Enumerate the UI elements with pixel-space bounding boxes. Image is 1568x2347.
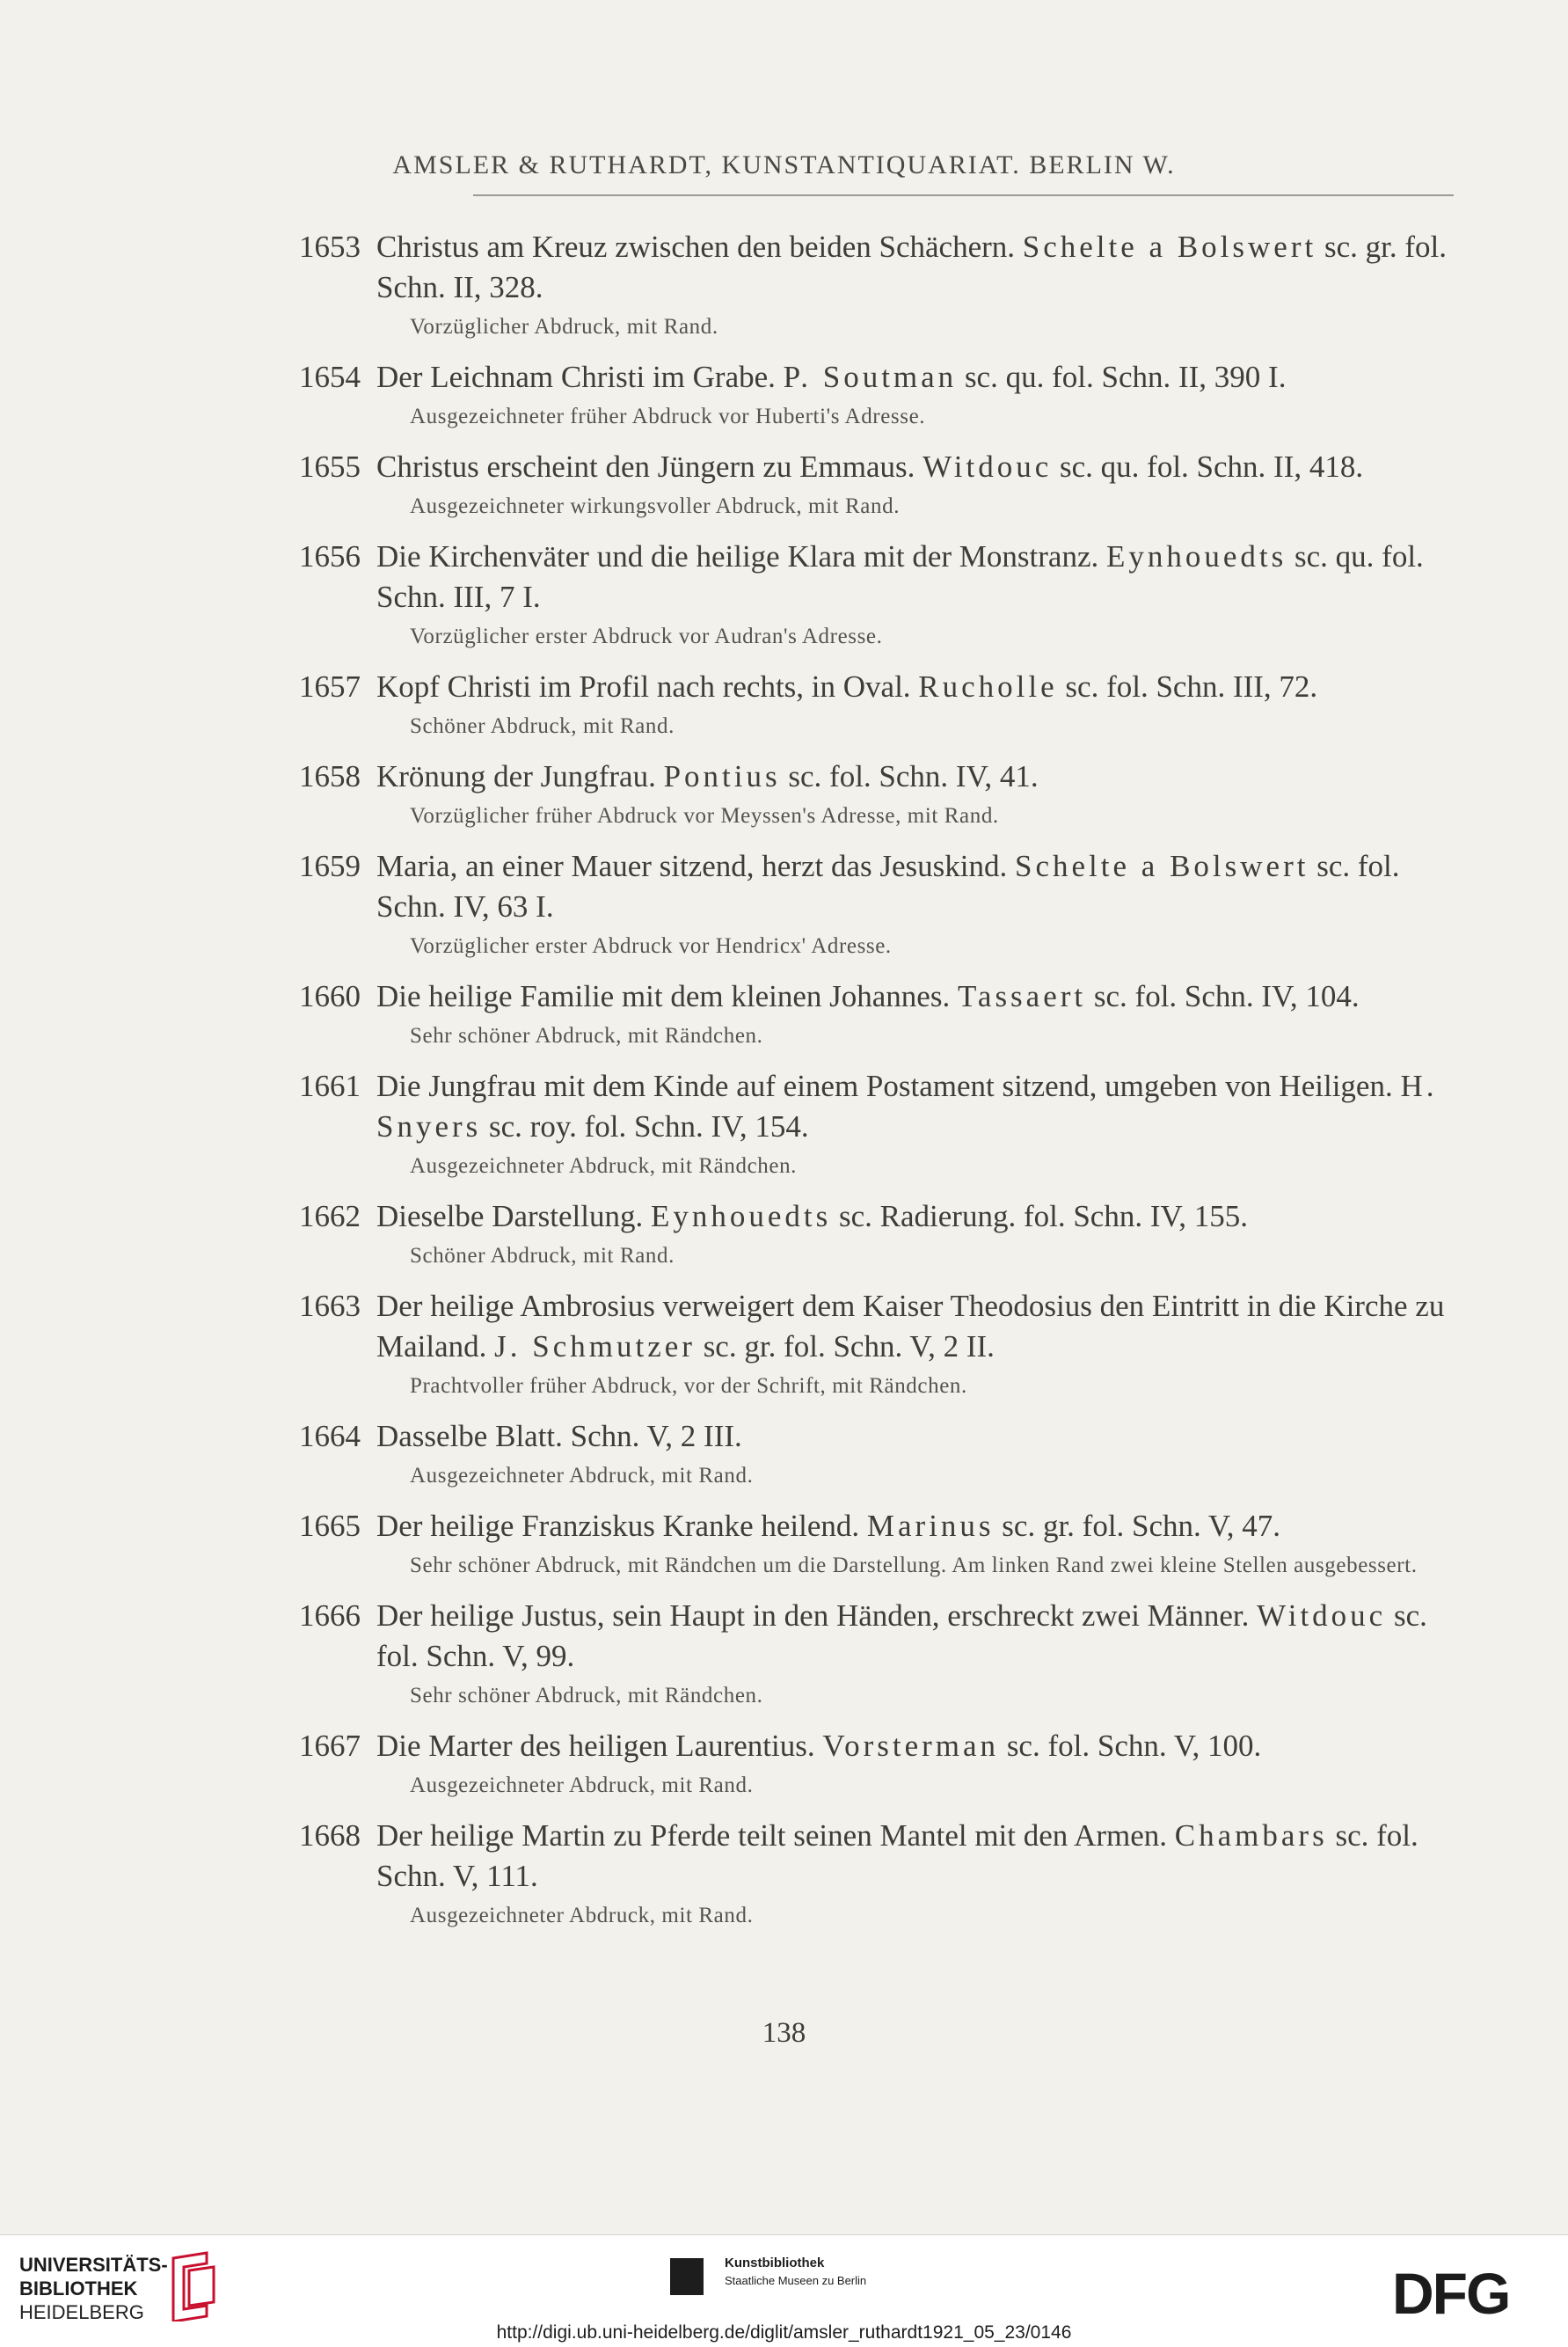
entry-description [376, 537, 1460, 618]
entry-number: 1658 [299, 759, 361, 793]
entry-description [376, 1066, 1460, 1147]
entry-title: Christus erscheint den Jüngern zu Emmaus. [376, 450, 915, 484]
catalog-entry [299, 1416, 1460, 1491]
entry-description [376, 1726, 1460, 1766]
entry-details: sc. fol. Schn. V, 99. [376, 1598, 1427, 1673]
entry-condition-note: Sehr schöner Abdruck, mit Rändchen. [410, 1024, 763, 1048]
entry-body [376, 1416, 1460, 1491]
entry-artist: P. Soutman [783, 360, 958, 394]
entry-description [376, 357, 1460, 398]
entry-condition-note: Ausgezeichneter Abdruck, mit Rand. [410, 1904, 754, 1927]
entry-number: 1655 [299, 450, 361, 484]
entry-body [376, 976, 1460, 1051]
entry-body [376, 537, 1460, 652]
entry-condition-note: Ausgezeichneter Abdruck, mit Rand. [410, 1773, 754, 1797]
entry-details: sc. fol. Schn. IV, 63 I. [376, 849, 1400, 924]
catalog-entry [299, 1506, 1460, 1581]
entry-artist: Schelte a Bolswert [1015, 849, 1309, 883]
running-head: AMSLER & RUTHARDT, KUNSTANTIQUARIAT. BERLIN W. [392, 150, 1176, 179]
entry-number: 1665 [299, 1509, 361, 1543]
page-number: 138 [762, 2017, 806, 2049]
entry-details: sc. fol. Schn. IV, 104. [1093, 979, 1360, 1013]
entry-artist: Marinus [866, 1509, 995, 1543]
catalog-entry [299, 976, 1460, 1051]
entry-description [376, 227, 1460, 308]
entry-details: sc. gr. fol. Schn. V, 2 II. [703, 1329, 995, 1364]
entry-artist: H. Snyers [376, 1069, 1438, 1144]
entry-artist: J. Schmutzer [494, 1329, 696, 1364]
entry-number: 1664 [299, 1419, 361, 1453]
entry-condition-note: Schöner Abdruck, mit Rand. [410, 1244, 675, 1268]
catalog-entry [299, 1066, 1460, 1181]
entry-title: Der heilige Justus, sein Haupt in den Händen, erschreckt zwei Männer. [376, 1598, 1250, 1633]
entry-title: Christus am Kreuz zwischen den beiden Schächern. [376, 230, 1016, 264]
entry-number: 1663 [299, 1289, 361, 1323]
entry-details: Schn. V, 2 III. [570, 1419, 742, 1453]
catalog-entry [299, 1286, 1460, 1401]
entry-condition-note: Ausgezeichneter Abdruck, mit Rand. [410, 1464, 754, 1488]
entry-number: 1659 [299, 849, 361, 883]
entry-artist: Rucholle [918, 669, 1058, 704]
entry-number: 1667 [299, 1729, 361, 1763]
dfg-logo[interactable]: DFG [1392, 2261, 1510, 2326]
catalog-entry [299, 1596, 1460, 1711]
catalog-entry [299, 227, 1460, 342]
entry-description [376, 1416, 1460, 1457]
entry-artist: Schelte a Bolswert [1022, 230, 1317, 264]
entry-number: 1656 [299, 539, 361, 574]
catalog-entry [299, 447, 1460, 522]
entry-artist: Witdouc [1257, 1598, 1387, 1633]
catalog-entry [299, 1726, 1460, 1801]
university-line-3: HEIDELBERG [19, 2301, 144, 2323]
entry-details: sc. gr. fol. Schn. V, 47. [1002, 1509, 1280, 1543]
kunstbibliothek-mark-icon [670, 2258, 704, 2295]
entry-description [376, 1196, 1460, 1237]
entry-description [376, 1506, 1460, 1546]
entry-title: Der heilige Franziskus Kranke heilend. [376, 1509, 860, 1543]
entry-title: Die Jungfrau mit dem Kinde auf einem Postament sitzend, umgeben von Heiligen. [376, 1069, 1393, 1103]
entry-title: Krönung der Jungfrau. [376, 759, 656, 793]
entry-title: Die Marter des heiligen Laurentius. [376, 1729, 815, 1763]
entry-artist: Eynhouedts [651, 1199, 832, 1233]
entry-description [376, 1596, 1460, 1677]
entry-condition-note: Vorzüglicher erster Abdruck vor Hendricx' Adresse. [410, 934, 892, 958]
entry-description [376, 1286, 1460, 1367]
entry-body [376, 1286, 1460, 1401]
entry-artist: Witdouc [923, 450, 1053, 484]
entry-body [376, 1726, 1460, 1801]
entry-condition-note: Vorzüglicher früher Abdruck vor Meyssen's Adresse, mit Rand. [410, 804, 999, 828]
catalog-entry [299, 667, 1460, 742]
university-line-2: BIBLIOTHEK [19, 2278, 138, 2299]
entry-artist: Pontius [663, 759, 781, 793]
entry-condition-note: Prachtvoller früher Abdruck, vor der Schrift, mit Rändchen. [410, 1374, 967, 1398]
entry-condition-note: Vorzüglicher Abdruck, mit Rand. [410, 315, 718, 339]
entry-condition-note: Ausgezeichneter früher Abdruck vor Huberti's Adresse. [410, 405, 926, 428]
entry-artist: Vorsterman [822, 1729, 1000, 1763]
entry-number: 1662 [299, 1199, 361, 1233]
entry-title: Maria, an einer Mauer sitzend, herzt das Jesuskind. [376, 849, 1008, 883]
entry-title: Der Leichnam Christi im Grabe. [376, 360, 776, 394]
entry-description [376, 976, 1460, 1017]
catalog-entry [299, 846, 1460, 961]
entry-body [376, 1506, 1460, 1581]
catalog-entry [299, 1816, 1460, 1931]
entry-body [376, 1066, 1460, 1181]
entry-body [376, 757, 1460, 831]
entry-body [376, 846, 1460, 961]
entry-details: sc. qu. fol. Schn. II, 418. [1060, 450, 1364, 484]
entry-title: Der heilige Martin zu Pferde teilt seinen Mantel mit den Armen. [376, 1818, 1168, 1853]
entry-artist: Eynhouedts [1106, 539, 1287, 574]
header-rule [473, 194, 1454, 196]
catalog-entry [299, 1196, 1460, 1271]
entry-description [376, 757, 1460, 797]
entry-description [376, 1816, 1460, 1897]
university-library-logo[interactable] [19, 2253, 168, 2324]
entry-number: 1660 [299, 979, 361, 1013]
entry-number: 1666 [299, 1598, 361, 1633]
entry-title: Die heilige Familie mit dem kleinen Johannes. [376, 979, 951, 1013]
entry-title: Dieselbe Darstellung. [376, 1199, 644, 1233]
entry-description [376, 846, 1460, 927]
entry-number: 1661 [299, 1069, 361, 1103]
permalink-url[interactable]: http://digi.ub.uni-heidelberg.de/diglit/amsler_ruthardt1921_05_23/0146 [496, 2322, 1072, 2343]
catalog-entries [299, 227, 1460, 1946]
entry-number: 1653 [299, 230, 361, 264]
entry-condition-note: Schöner Abdruck, mit Rand. [410, 714, 675, 738]
catalog-entry [299, 757, 1460, 831]
entry-body [376, 227, 1460, 342]
entry-description [376, 447, 1460, 487]
entry-title: Die Kirchenväter und die heilige Klara mit der Monstranz. [376, 539, 1099, 574]
entry-number: 1654 [299, 360, 361, 394]
entry-artist: Tassaert [957, 979, 1087, 1013]
entry-details: sc. qu. fol. Schn. II, 390 I. [964, 360, 1287, 394]
entry-details: sc. gr. fol. Schn. II, 328. [376, 230, 1447, 304]
entry-details: sc. roy. fol. Schn. IV, 154. [489, 1109, 809, 1144]
library-name: Kunstbibliothek [725, 2256, 825, 2270]
entry-details: sc. fol. Schn. III, 72. [1065, 669, 1318, 704]
catalog-entry [299, 357, 1460, 432]
entry-condition-note: Vorzüglicher erster Abdruck vor Audran's Adresse. [410, 625, 883, 648]
entry-number: 1657 [299, 669, 361, 704]
entry-number: 1668 [299, 1818, 361, 1853]
entry-description [376, 667, 1460, 707]
entry-body [376, 447, 1460, 522]
library-subtitle: Staatliche Museen zu Berlin [725, 2274, 867, 2287]
entry-condition-note: Ausgezeichneter wirkungsvoller Abdruck, mit Rand. [410, 494, 901, 518]
entry-condition-note: Ausgezeichneter Abdruck, mit Rändchen. [410, 1154, 798, 1178]
entry-details: sc. fol. Schn. IV, 41. [788, 759, 1039, 793]
entry-title: Der heilige Ambrosius verweigert dem Kaiser Theodosius den Eintritt in die Kirche zu Mailand. [376, 1289, 1445, 1364]
entry-body [376, 1596, 1460, 1711]
entry-body [376, 1196, 1460, 1271]
entry-details: sc. fol. Schn. V, 111. [376, 1818, 1418, 1893]
university-emblem-icon [161, 2251, 217, 2321]
entry-artist: Chambars [1174, 1818, 1328, 1853]
entry-details: sc. fol. Schn. V, 100. [1006, 1729, 1262, 1763]
digitization-footer [0, 2234, 1568, 2347]
entry-body [376, 1816, 1460, 1931]
entry-condition-note: Sehr schöner Abdruck, mit Rändchen um die Darstellung. Am linken Rand zwei kleine Stellen ausgebessert. [410, 1554, 1418, 1577]
entry-body [376, 357, 1460, 432]
entry-title: Dasselbe Blatt. [376, 1419, 563, 1453]
university-line-1: UNIVERSITÄTS- [19, 2254, 168, 2276]
entry-details: sc. Radierung. fol. Schn. IV, 155. [839, 1199, 1249, 1233]
catalog-entry [299, 537, 1460, 652]
entry-title: Kopf Christi im Profil nach rechts, in Oval. [376, 669, 911, 704]
entry-condition-note: Sehr schöner Abdruck, mit Rändchen. [410, 1684, 763, 1707]
entry-details: sc. qu. fol. Schn. III, 7 I. [376, 539, 1424, 614]
entry-body [376, 667, 1460, 742]
